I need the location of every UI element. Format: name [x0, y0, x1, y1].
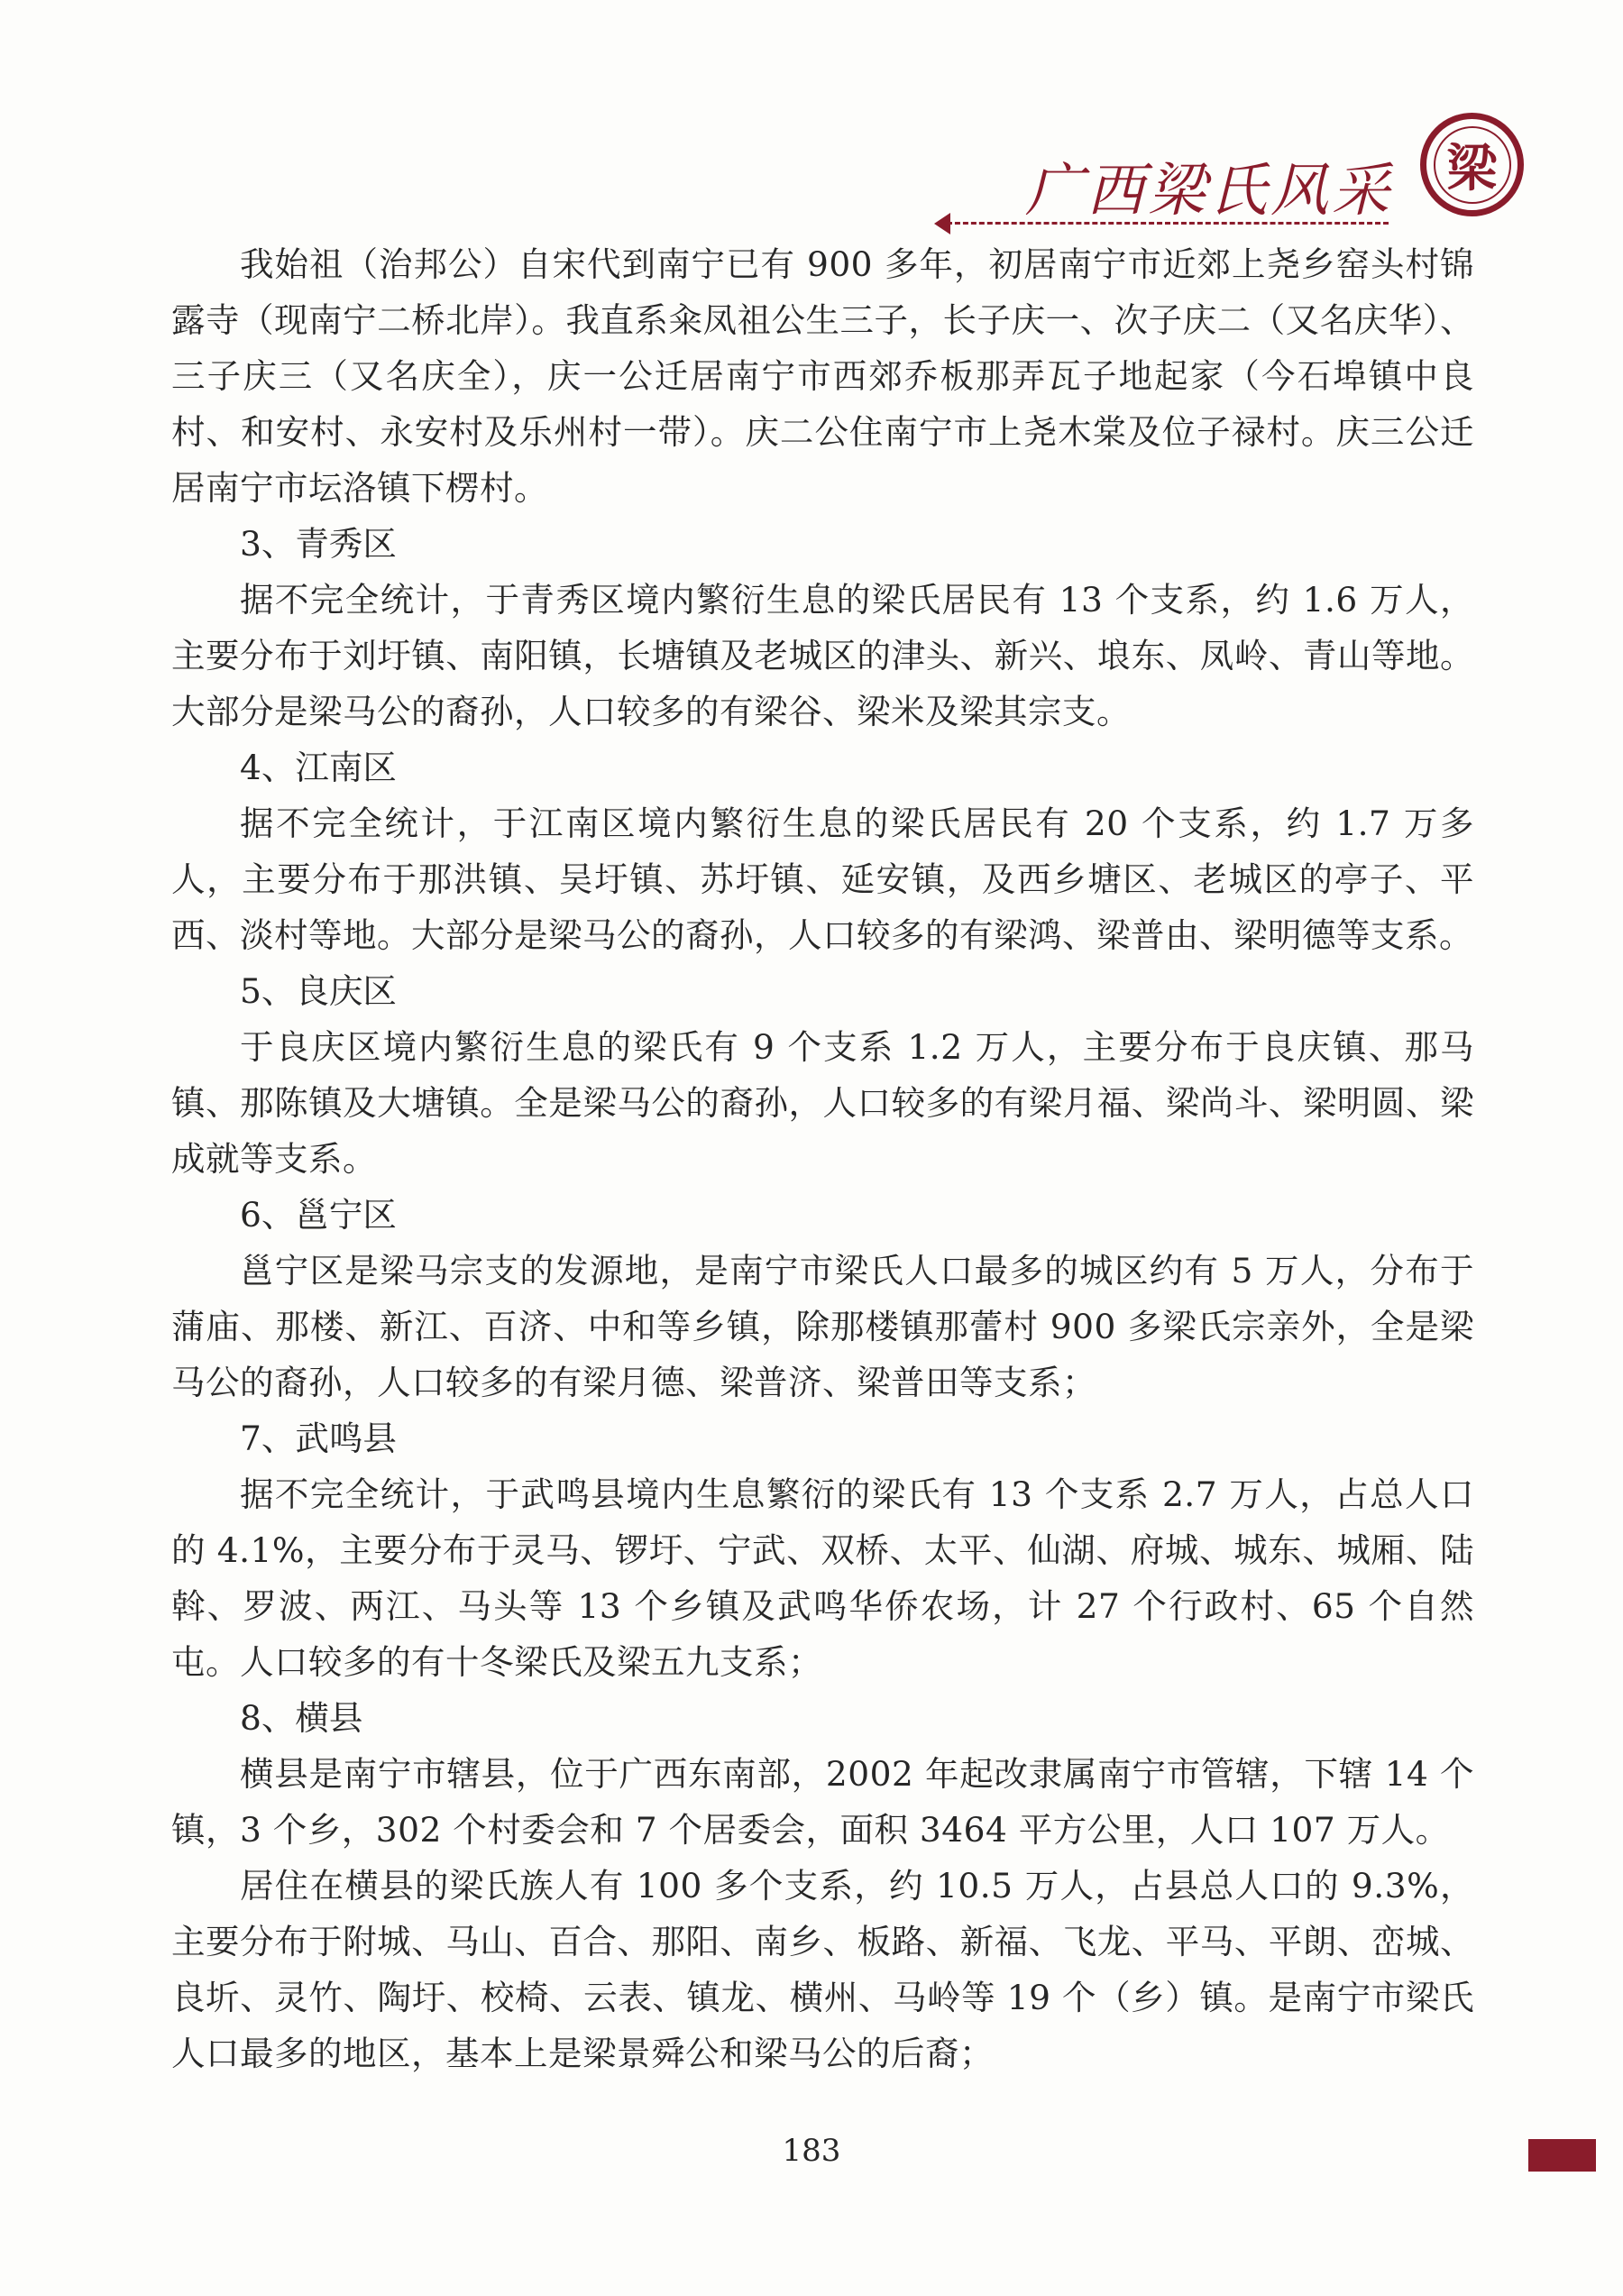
paragraph: 于良庆区境内繁衍生息的梁氏有 9 个支系 1.2 万人，主要分布于良庆镇、那马镇、那陈镇及大塘镇。全是梁马公的裔孙，人口较多的有梁月福、梁尚斗、梁明圆、梁成就等支系。	[171, 1027, 1474, 1179]
header-title: 广西梁氏风采	[1025, 158, 1393, 225]
section-heading: 6、邕宁区	[240, 1195, 397, 1235]
page-body	[171, 236, 1474, 2081]
paragraph: 据不完全统计，于武鸣县境内生息繁衍的梁氏有 13 个支系 2.7 万人，占总人口的 4.1%，主要分布于灵马、锣圩、宁武、双桥、太平、仙湖、府城、城东、城厢、陆斡、罗波、两江、马头等 13 个乡镇及武鸣华侨农场，计 27 个行政村、65 个自然屯。人口较多的有十冬梁氏及梁五九支系；	[171, 1474, 1474, 1682]
section-heading: 4、江南区	[240, 748, 397, 787]
page-edge-tab	[1528, 2139, 1596, 2172]
paragraph: 居住在横县的梁氏族人有 100 多个支系，约 10.5 万人，占县总人口的 9.3%，主要分布于附城、马山、百合、那阳、南乡、板路、新福、飞龙、平马、平朗、峦城、良圻、灵竹、陶圩、校椅、云表、镇龙、横州、马岭等 19 个（乡）镇。是南宁市梁氏人口最多的地区，基本上是梁景舜公和梁马公的后裔；	[171, 1866, 1474, 2073]
paragraph: 据不完全统计，于青秀区境内繁衍生息的梁氏居民有 13 个支系，约 1.6 万人，主要分布于刘圩镇、南阳镇，长塘镇及老城区的津头、新兴、埌东、凤岭、青山等地。大部分是梁马公的裔孙，人口较多的有梁谷、梁米及梁其宗支。	[171, 580, 1474, 731]
section-heading: 7、武鸣县	[240, 1419, 397, 1458]
paragraph: 邕宁区是梁马宗支的发源地，是南宁市梁氏人口最多的城区约有 5 万人，分布于蒲庙、那楼、新江、百济、中和等乡镇，除那楼镇那蕾村 900 多梁氏宗亲外，全是梁马公的裔孙，人口较多的有梁月德、梁普济、梁普田等支系；	[171, 1251, 1474, 1402]
header-dashed-line	[947, 222, 1389, 225]
page-number: 183	[782, 2133, 841, 2169]
paragraph: 据不完全统计，于江南区境内繁衍生息的梁氏居民有 20 个支系，约 1.7 万多人，主要分布于那洪镇、吴圩镇、苏圩镇、延安镇，及西乡塘区、老城区的亭子、平西、淡村等地。大部分是梁马公的裔孙，人口较多的有梁鸿、梁普由、梁明德等支系。	[171, 804, 1474, 955]
seal-character: 梁	[1434, 126, 1511, 204]
paragraph: 横县是南宁市辖县，位于广西东南部，2002 年起改隶属南宁市管辖，下辖 14 个镇，3 个乡，302 个村委会和 7 个居委会，面积 3464 平方公里，人口 107 万人。	[171, 1754, 1474, 1850]
section-heading: 8、横县	[240, 1698, 363, 1738]
paragraph: 我始祖（治邦公）自宋代到南宁已有 900 多年，初居南宁市近郊上尧乡窑头村锦露寺（现南宁二桥北岸）。我直系籴凤祖公生三子，长子庆一、次子庆二（又名庆华）、三子庆三（又名庆全），庆一公迁居南宁市西郊乔板那弄瓦子地起家（今石埠镇中良村、和安村、永安村及乐州村一带）。庆二公住南宁市上尧木棠及位子禄村。庆三公迁居南宁市坛洛镇下楞村。	[171, 244, 1474, 508]
section-heading: 3、青秀区	[240, 524, 397, 564]
running-header	[947, 108, 1524, 225]
seal-logo	[1420, 113, 1524, 216]
section-heading: 5、良庆区	[240, 971, 397, 1011]
arrow-left-icon	[934, 213, 950, 234]
